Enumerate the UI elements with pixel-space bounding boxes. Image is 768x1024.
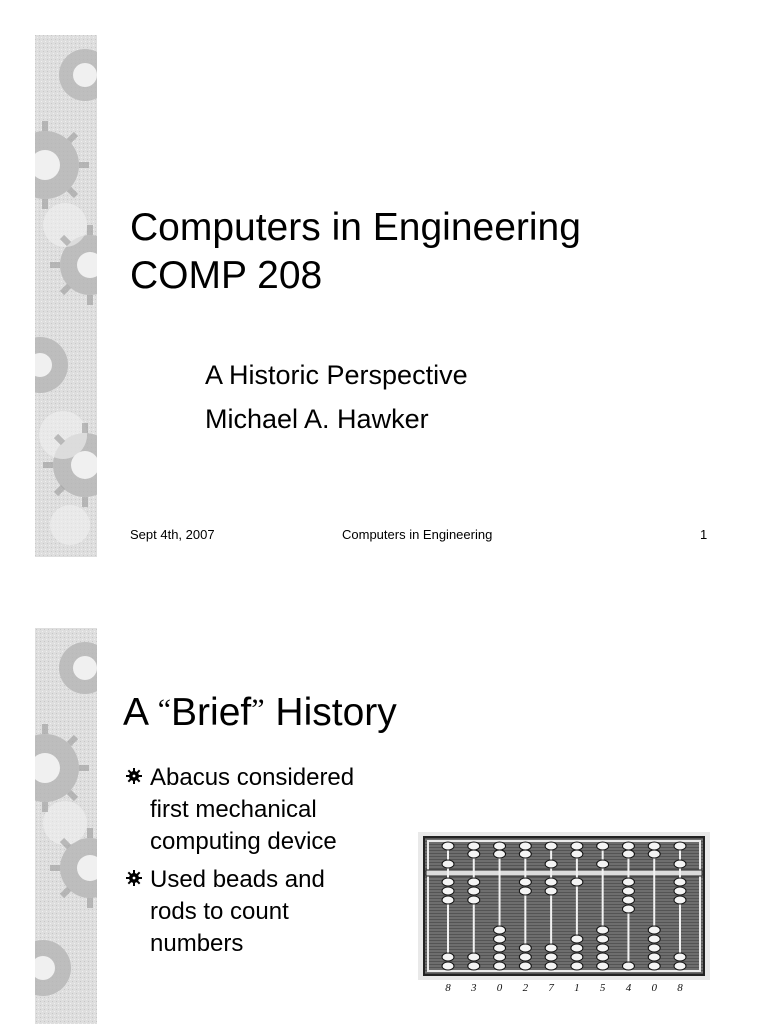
abacus-digit-label: 7 <box>548 982 554 994</box>
abacus-bead <box>622 887 634 895</box>
abacus-bead <box>597 962 609 970</box>
title-prefix: A <box>123 691 158 734</box>
abacus-bead <box>571 935 583 943</box>
abacus-bead <box>545 887 557 895</box>
slide-2 <box>0 590 768 1024</box>
abacus-bead <box>519 953 531 961</box>
abacus-bead <box>622 842 634 850</box>
abacus-bead <box>494 953 506 961</box>
abacus-bead <box>648 962 660 970</box>
abacus-bead <box>571 944 583 952</box>
slide-title <box>130 204 730 300</box>
abacus-digit-label: 8 <box>445 982 451 994</box>
abacus-bead <box>674 953 686 961</box>
abacus-bead <box>468 953 480 961</box>
slide-title-line-1: Computers in Engineering <box>130 206 581 249</box>
abacus-bead <box>597 860 609 868</box>
abacus-image <box>418 832 710 996</box>
abacus-bead <box>442 896 454 904</box>
abacus-bead <box>519 850 531 858</box>
abacus-bead <box>622 878 634 886</box>
abacus-bead <box>545 860 557 868</box>
abacus-bead <box>571 878 583 886</box>
abacus-digit-label: 0 <box>496 982 503 994</box>
abacus-bead <box>571 842 583 850</box>
abacus-digit-label: 2 <box>522 982 529 994</box>
abacus-bead <box>442 962 454 970</box>
abacus-bead <box>494 926 506 934</box>
abacus-bead <box>597 935 609 943</box>
abacus-bead <box>519 962 531 970</box>
abacus-digit-label: 3 <box>471 982 477 994</box>
abacus-bead <box>648 953 660 961</box>
abacus-bead <box>468 850 480 858</box>
abacus-bead <box>545 878 557 886</box>
gear-decoration-strip <box>35 628 97 1024</box>
abacus-bead <box>648 935 660 943</box>
abacus-bead <box>571 850 583 858</box>
abacus-bead <box>468 962 480 970</box>
abacus-bead <box>648 926 660 934</box>
title-suffix: History <box>264 691 397 734</box>
abacus-bead <box>442 878 454 886</box>
abacus-bead <box>648 850 660 858</box>
abacus-bead <box>674 842 686 850</box>
bullet-line: computing device <box>150 828 337 855</box>
abacus-digit-label: 4 <box>625 982 632 994</box>
abacus-bead <box>442 842 454 850</box>
abacus-bead <box>468 896 480 904</box>
title-open-quote: “ <box>157 693 172 726</box>
gear-bullet-icon <box>126 870 142 886</box>
abacus-bead <box>571 953 583 961</box>
abacus-digit-label: 1 <box>574 982 580 994</box>
abacus-bead <box>545 944 557 952</box>
abacus-bead <box>468 878 480 886</box>
title-close-quote: ” <box>251 693 265 726</box>
abacus-bead <box>519 944 531 952</box>
abacus-bead <box>442 953 454 961</box>
gear-pattern-icon <box>35 628 97 1024</box>
gear-bullet-icon <box>126 768 142 784</box>
bullet-line: Abacus considered <box>150 764 355 791</box>
bullet-line: numbers <box>150 930 244 957</box>
slide-title <box>123 686 397 737</box>
abacus-bead <box>494 962 506 970</box>
abacus-digit-label: 0 <box>651 982 657 994</box>
footer-page-number: 1 <box>700 527 708 542</box>
abacus-bead <box>674 887 686 895</box>
abacus-bead <box>519 878 531 886</box>
bullet-line: rods to count <box>150 898 289 925</box>
slide-title-line-2: COMP 208 <box>130 254 323 297</box>
abacus-bead <box>545 962 557 970</box>
abacus-bead <box>571 962 583 970</box>
gear-decoration-strip <box>35 35 97 557</box>
abacus-bead <box>648 842 660 850</box>
abacus-bead <box>494 935 506 943</box>
abacus-bead <box>622 850 634 858</box>
abacus-bead <box>494 944 506 952</box>
abacus-bead <box>597 926 609 934</box>
abacus-bead <box>648 944 660 952</box>
abacus-bead <box>622 962 634 970</box>
abacus-bead <box>597 953 609 961</box>
bullet-line: Used beads and <box>150 866 325 893</box>
abacus-bead <box>545 842 557 850</box>
bullet-item <box>123 762 413 858</box>
abacus-bead <box>674 860 686 868</box>
abacus-bead <box>468 842 480 850</box>
footer-course-title: Computers in Engineering <box>342 527 493 542</box>
abacus-bead <box>442 887 454 895</box>
bullet-list <box>123 762 413 966</box>
abacus-bead <box>674 962 686 970</box>
title-emphasis-word: Brief <box>171 691 252 734</box>
abacus-bead <box>494 850 506 858</box>
abacus-bead <box>674 896 686 904</box>
abacus-bead <box>468 887 480 895</box>
abacus-bead <box>674 878 686 886</box>
abacus-bead <box>519 887 531 895</box>
abacus-bead <box>545 953 557 961</box>
abacus-bead <box>442 860 454 868</box>
abacus-board <box>424 837 704 975</box>
abacus-bead <box>519 842 531 850</box>
abacus-bead <box>597 944 609 952</box>
bullet-item <box>123 864 413 960</box>
subtitle-author: Michael A. Hawker <box>205 404 429 434</box>
slide-subtitle <box>205 353 705 441</box>
footer-date: Sept 4th, 2007 <box>130 527 215 542</box>
abacus-digit-label: 5 <box>599 982 606 994</box>
abacus-digit-label: 8 <box>677 982 683 994</box>
bullet-line: first mechanical <box>150 796 317 823</box>
abacus-bead <box>622 905 634 913</box>
abacus-bead <box>597 842 609 850</box>
abacus-beam <box>426 870 702 876</box>
abacus-bead <box>494 842 506 850</box>
abacus-bead <box>622 896 634 904</box>
subtitle-line-1: A Historic Perspective <box>205 360 468 390</box>
gear-pattern-icon <box>35 35 97 557</box>
abacus-digit-labels <box>445 982 683 994</box>
